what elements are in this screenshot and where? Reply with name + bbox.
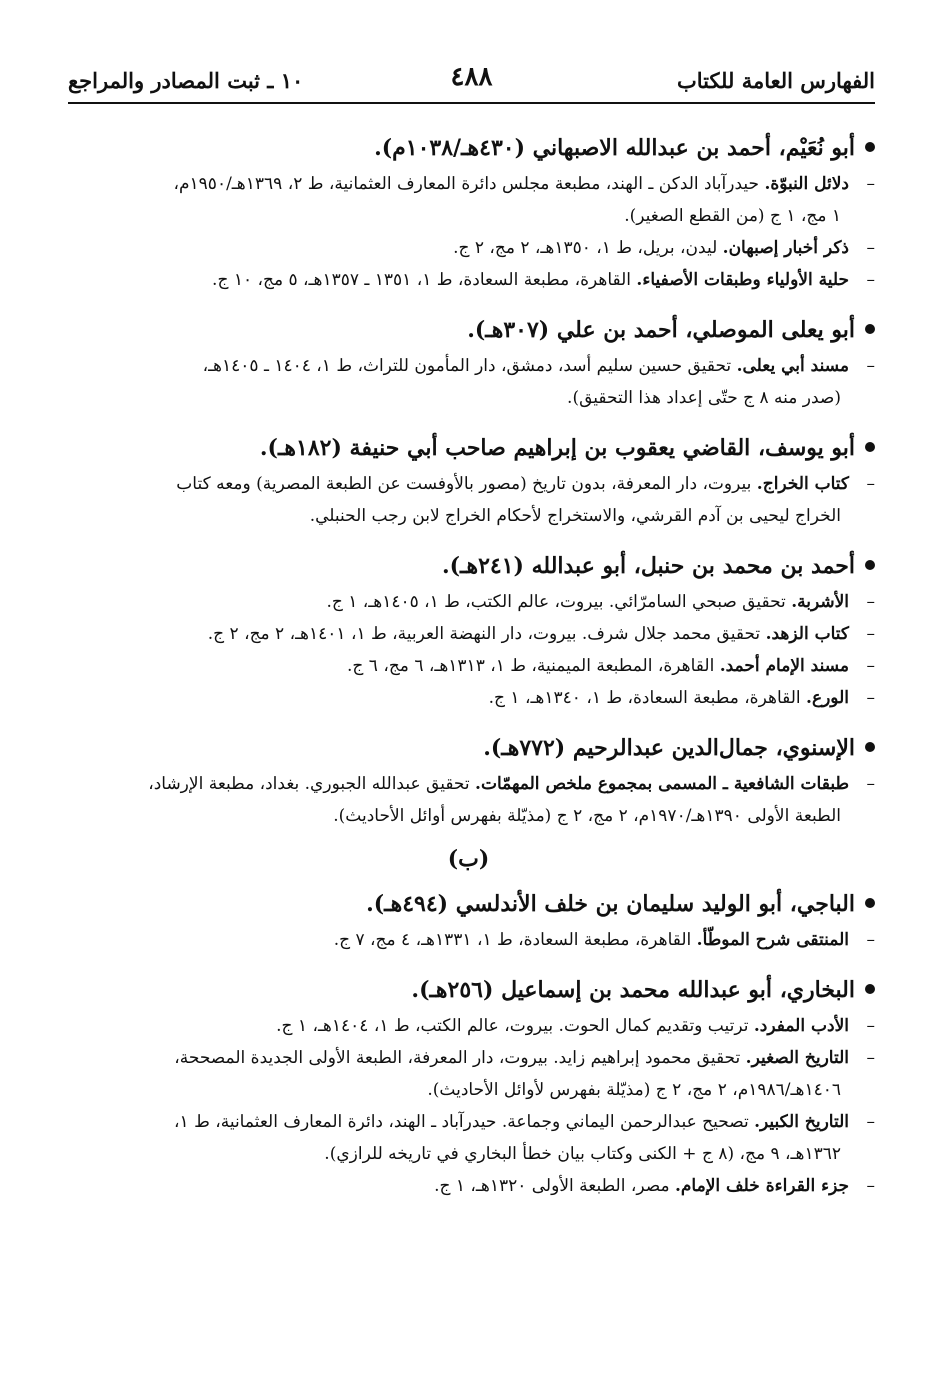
work-item [62,264,875,296]
item-dash: – [866,624,875,644]
author-entry [62,428,875,532]
work-first-line [434,1176,849,1196]
item-dash: – [866,656,875,676]
item-dash: – [866,592,875,612]
author-heading [62,128,875,168]
work-continuation: ١ مج، ١ ج (من القطع الصغير). [624,206,841,226]
work-details: ترتيب وتقديم كمال الحوت. بيروت، عالم الكتب، ط ١، ١٤٠٤هـ، ١ ج. [276,1016,754,1036]
bullet-icon [865,742,875,752]
bullet-icon [865,560,875,570]
work-title: التاريخ الصغير. [745,1048,849,1068]
item-dash: – [866,270,875,290]
work-item [62,768,875,832]
author-name: أبو يوسف، القاضي يعقوب بن إبراهيم صاحب أبي حنيفة (١٨٢هـ). [259,435,855,461]
work-item [62,1106,875,1170]
work-details: تحقيق عبدالله الجبوري. بغداد، مطبعة الإرشاد، [148,774,476,794]
work-first-line [174,1048,849,1068]
item-dash: – [866,238,875,258]
bibliography-list [62,128,875,1216]
work-title: ذكر أخبار إصبهان. [722,238,849,258]
author-heading [62,428,875,468]
work-details: القاهرة، المطبعة الميمنية، ط ١، ١٣١٣هـ، ٦ مج، ٦ ج. [347,656,720,676]
author-entry [62,884,875,956]
work-title: مسند أبي يعلى. [736,356,849,376]
work-title: كتاب الخراج. [756,474,849,494]
page-header [68,62,875,104]
author-entry [62,728,875,832]
page-number: ٤٨٨ [450,62,493,92]
work-first-line [174,174,849,194]
work-item [62,682,875,714]
author-heading [62,884,875,924]
work-item [62,1010,875,1042]
author-name: أبو يعلى الموصلي، أحمد بن علي (٣٠٧هـ). [467,317,855,343]
work-item [62,1042,875,1106]
work-details: تحقيق محمود إبراهيم زايد. بيروت، دار المعرفة، الطبعة الأولى الجديدة المصححة، [174,1048,746,1068]
work-item [62,350,875,414]
work-item [62,650,875,682]
header-book-title: الفهارس العامة للكتاب [676,68,875,93]
author-name: الإسنوي، جمال‌الدين عبدالرحيم (٧٧٢هـ). [483,735,855,761]
item-dash: – [866,1176,875,1196]
work-details: القاهرة، مطبعة السعادة، ط ١، ١٣٥١ ـ ١٣٥٧هـ، ٥ مج، ١٠ ج. [212,270,637,290]
author-entry [62,128,875,296]
work-title: مسند الإمام أحمد. [719,656,849,676]
work-details: تحقيق صبحي السامرّائي. بيروت، عالم الكتب، ط ١، ١٤٠٥هـ، ١ ج. [326,592,792,612]
item-dash: – [866,1016,875,1036]
work-first-line [148,774,849,794]
work-title: كتاب الزهد. [765,624,849,644]
work-title: جزء القراءة خلف الإمام. [674,1176,849,1196]
work-title: الأشربة. [791,592,849,612]
author-heading [62,728,875,768]
work-continuation: (صدر منه ٨ ج حتّى إعداد هذا التحقيق). [567,388,841,408]
work-continuation: ١٤٠٦هـ/١٩٨٦م، ٢ مج، ٢ ج (مذيّلة بفهرس لأوائل الأحاديث). [427,1080,841,1100]
bullet-icon [865,142,875,152]
bullet-icon [865,984,875,994]
author-heading [62,546,875,586]
bullet-icon [865,898,875,908]
work-continuation: ١٣٦٢هـ، ٩ مج، (٨ ج + الكنى وكتاب بيان خطأ البخاري في تاريخه للرازي). [324,1144,841,1164]
author-entry [62,310,875,414]
work-title: حلية الأولياء وطبقات الأصفياء. [636,270,849,290]
work-details: القاهرة، مطبعة السعادة، ط ١، ١٣٣١هـ، ٤ مج، ٧ ج. [333,930,697,950]
work-first-line [174,1112,849,1132]
work-details: بيروت، دار المعرفة، بدون تاريخ (مصور بالأوفست عن الطبعة المصرية) ومعه كتاب [176,474,757,494]
work-title: المنتقى شرح الموطّأ. [696,930,849,950]
item-dash: – [866,930,875,950]
work-item [62,468,875,532]
work-first-line [347,656,849,676]
author-entry [62,546,875,714]
bullet-icon [865,442,875,452]
work-first-line [203,356,849,376]
author-name: أبو نُعَيْم، أحمد بن عبدالله الاصبهاني (٤٣٠هـ/١٠٣٨م). [374,135,855,161]
work-item [62,586,875,618]
author-heading [62,310,875,350]
work-first-line [176,474,849,494]
item-dash: – [866,1112,875,1132]
item-dash: – [866,688,875,708]
work-title: الأدب المفرد. [753,1016,849,1036]
item-dash: – [866,1048,875,1068]
work-first-line [208,624,849,644]
work-item [62,232,875,264]
work-title: الورع. [806,688,849,708]
work-continuation: الخراج ليحيى بن آدم القرشي، والاستخراج لأحكام الخراج لابن رجب الحنبلي. [309,506,841,526]
work-item [62,924,875,956]
author-name: أحمد بن محمد بن حنبل، أبو عبدالله (٢٤١هـ). [441,553,855,579]
work-first-line [489,688,849,708]
work-details: ليدن، بريل، ط ١، ١٣٥٠هـ، ٢ مج، ٢ ج. [453,238,723,258]
item-dash: – [866,774,875,794]
item-dash: – [866,356,875,376]
work-item [62,618,875,650]
work-details: تحقيق حسين سليم أسد، دمشق، دار المأمون للتراث، ط ١، ١٤٠٤ ـ ١٤٠٥هـ، [202,356,737,376]
header-section-title: ١٠ ـ ثبت المصادر والمراجع [68,68,304,93]
work-details: القاهرة، مطبعة السعادة، ط ١، ١٣٤٠هـ، ١ ج. [488,688,807,708]
work-first-line [212,270,849,290]
author-name: البخاري، أبو عبدالله محمد بن إسماعيل (٢٥٦هـ). [411,977,855,1003]
work-title: دلائل النبوّة. [764,174,849,194]
bullet-icon [865,324,875,334]
section-letter-heading: (ب) [447,846,490,872]
work-title: التاريخ الكبير. [754,1112,849,1132]
work-first-line [276,1016,849,1036]
work-first-line [334,930,849,950]
work-details: تحقيق محمد جلال شرف. بيروت، دار النهضة العربية، ط ١، ١٤٠١هـ، ٢ مج، ٢ ج. [207,624,766,644]
work-item [62,1170,875,1202]
work-details: تصحيح عبدالرحمن اليماني وجماعة. حيدرآباد ـ الهند، دائرة المعارف العثمانية، ط ١، [174,1112,755,1132]
author-name: الباجي، أبو الوليد سليمان بن خلف الأندلسي (٤٩٤هـ). [366,891,855,917]
work-continuation: الطبعة الأولى ١٣٩٠هـ/١٩٧٠م، ٢ مج، ٢ ج (مذيّلة بفهرس أوائل الأحاديث). [333,806,841,826]
work-details: حيدرآباد الدكن ـ الهند، مطبعة مجلس دائرة المعارف العثمانية، ط ٢، ١٣٦٩هـ/١٩٥٠م، [173,174,765,194]
author-heading [62,970,875,1010]
work-first-line [453,238,849,258]
work-item [62,168,875,232]
item-dash: – [866,474,875,494]
work-first-line [326,592,849,612]
work-title: طبقات الشافعية ـ المسمى بمجموع ملخص المهمّات. [475,774,849,794]
author-entry [62,970,875,1202]
item-dash: – [866,174,875,194]
work-details: مصر، الطبعة الأولى ١٣٢٠هـ، ١ ج. [434,1176,675,1196]
